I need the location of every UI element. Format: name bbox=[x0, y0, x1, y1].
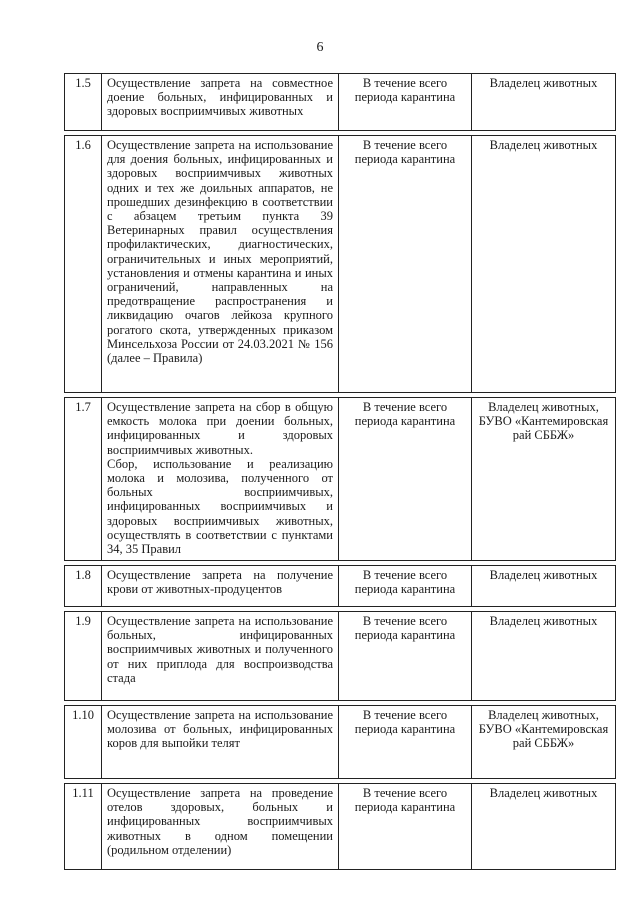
table-row bbox=[64, 135, 616, 393]
measures-table bbox=[64, 73, 616, 870]
measure-responsible: Владелец животных bbox=[471, 612, 616, 700]
table-row bbox=[64, 397, 616, 561]
table-row bbox=[64, 705, 616, 779]
measure-description: Осуществление запрета на использование больных, инфицированных восприимчивых животных и полученного от них приплода для воспроизводства стада bbox=[101, 612, 338, 700]
measure-description: Осуществление запрета на использование для доения больных, инфицированных и здоровых восприимчивых животных одних и тех же доильных аппаратов, не прошедших дезинфекцию в соответствии с абзацем третьим пункта 39 Ветеринарных правил осуществления профилактических, диагностических, ограничительных и иных мероприятий, установления и отмены карантина и иных ограничений, направленных на предотвращение распространения и ликвидацию очагов лейкоза крупного рогатого скота, утвержденных приказом Минсельхоза России от 24.03.2021 № 156 (далее – Правила) bbox=[101, 136, 338, 392]
measure-text-extra: Сбор, использование и реализацию молока и молозива, полученного от больных восприимчивых, инфицированных восприимчивых и здоровых восприимчивых животных, осуществлять в соответствии с пунктами 34, 35 Правил bbox=[107, 456, 333, 557]
table-row bbox=[64, 73, 616, 131]
row-number: 1.10 bbox=[64, 706, 101, 778]
measure-description: Осуществление запрета на проведение отелов здоровых, больных и инфицированных восприимчивых животных в одном помещении (родильном отделении) bbox=[101, 784, 338, 869]
row-number: 1.11 bbox=[64, 784, 101, 869]
measure-text: Осуществление запрета на сбор в общую емкость молока при доении больных, инфицированных и здоровых восприимчивых животных. bbox=[107, 400, 333, 457]
measure-responsible: Владелец животных bbox=[471, 136, 616, 392]
measure-responsible: Владелец животных bbox=[471, 74, 616, 130]
measure-period: В течение всего периода карантина bbox=[338, 612, 471, 700]
measure-description: Осуществление запрета на получение крови от животных-продуцентов bbox=[101, 566, 338, 606]
measure-responsible: Владелец животных, БУВО «Кантемировская рай СББЖ» bbox=[471, 706, 616, 778]
row-number: 1.6 bbox=[64, 136, 101, 392]
row-number: 1.7 bbox=[64, 398, 101, 560]
measure-period: В течение всего периода карантина bbox=[338, 136, 471, 392]
measure-description bbox=[101, 398, 338, 560]
measure-period: В течение всего периода карантина bbox=[338, 784, 471, 869]
measure-description: Осуществление запрета на совместное доение больных, инфицированных и здоровых восприимчивых животных bbox=[101, 74, 338, 130]
row-number: 1.8 bbox=[64, 566, 101, 606]
table-row bbox=[64, 565, 616, 607]
measure-responsible: Владелец животных bbox=[471, 784, 616, 869]
row-number: 1.5 bbox=[64, 74, 101, 130]
measure-period: В течение всего периода карантина bbox=[338, 566, 471, 606]
measure-description: Осуществление запрета на использование молозива от больных, инфицированных коров для выпойки телят bbox=[101, 706, 338, 778]
page-number: 6 bbox=[316, 40, 324, 55]
row-number: 1.9 bbox=[64, 612, 101, 700]
measure-period: В течение всего периода карантина bbox=[338, 398, 471, 560]
measure-period: В течение всего периода карантина bbox=[338, 706, 471, 778]
table-row bbox=[64, 783, 616, 870]
measure-period: В течение всего периода карантина bbox=[338, 74, 471, 130]
measure-responsible: Владелец животных bbox=[471, 566, 616, 606]
measure-responsible: Владелец животных, БУВО «Кантемировская рай СББЖ» bbox=[471, 398, 616, 560]
table-row bbox=[64, 611, 616, 701]
